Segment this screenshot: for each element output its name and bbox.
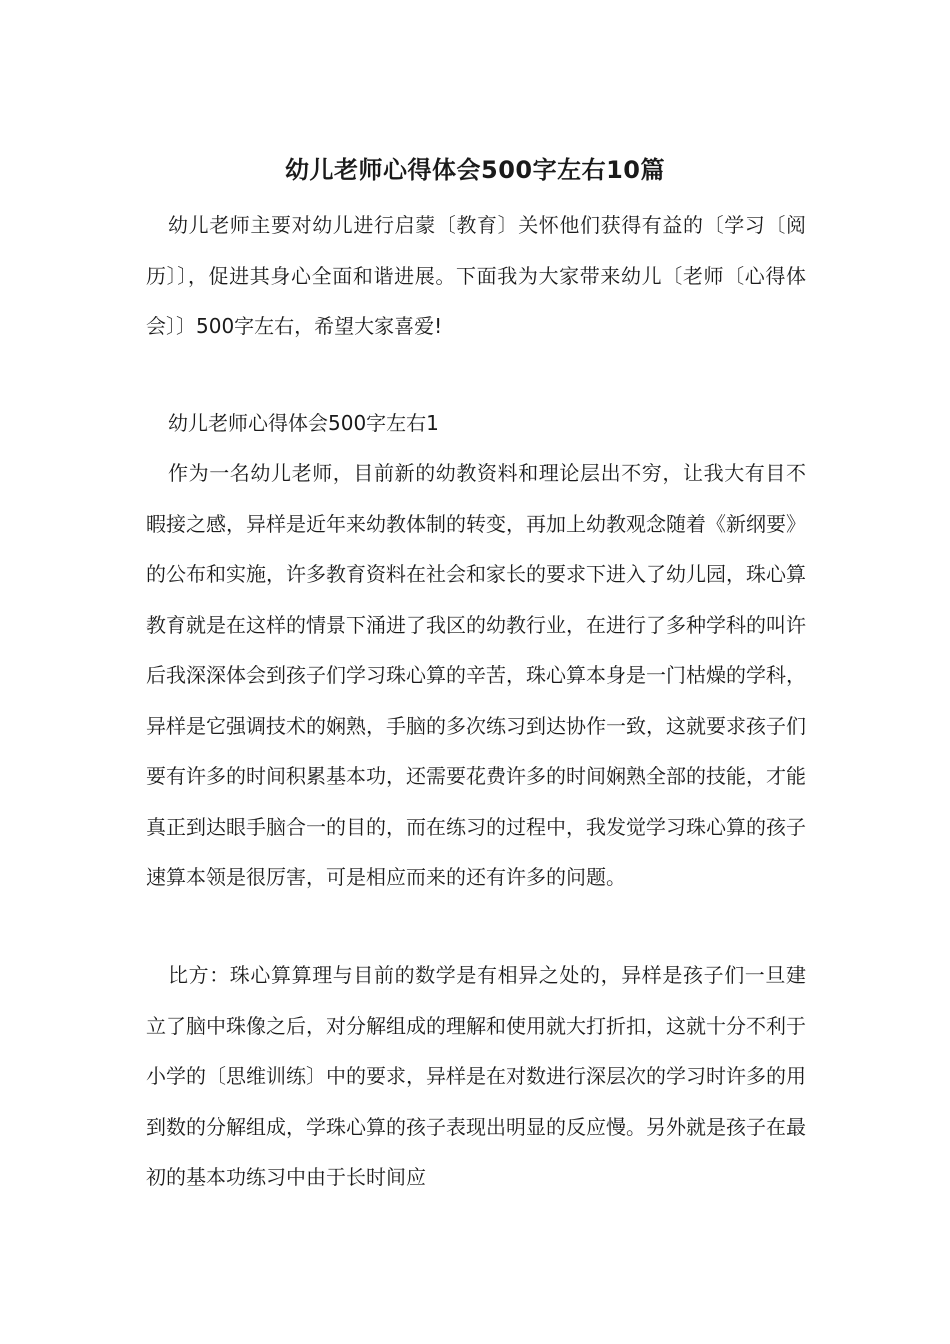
body-paragraph-1: 作为一名幼儿老师，目前新的幼教资料和理论层出不穷，让我大有目不暇接之感，异样是近年来幼教体制的转变，再加上幼教观念随着《新纲要》的公布和实施，许多教育资料在社会和家长的要求下进入了幼儿园，珠心算教育就是在这样的情景下涌进了我区的幼教行业，在进行了多种学科的叫许后我深深体会到孩子们学习珠心算的辛苦，珠心算本身是一门枯燥的学科，异样是它强调技术的娴熟，手脑的多次练习到达协作一致，这就要求孩子们要有许多的时间积累基本功，还需要花费许多的时间娴熟全部的技能，才能真正到达眼手脑合一的目的，而在练习的过程中，我发觉学习珠心算的孩子速算本领是很厉害，可是相应而来的还有许多的问题。: [146, 461, 806, 889]
section-heading: 幼儿老师心得体会500字左右1: [168, 411, 439, 435]
body-paragraph-2: 比方：珠心算算理与目前的数学是有相异之处的，异样是孩子们一旦建立了脑中珠像之后，对分解组成的理解和使用就大打折扣，这就十分不利于小学的〔思维训练〕中的要求，异样是在对数进行深层次的学习时许多的用到数的分解组成，学珠心算的孩子表现出明显的反应慢。另外就是孩子在最初的基本功练习中由于长时间应: [146, 963, 806, 1189]
document-title: 幼儿老师心得体会500字左右10篇: [285, 156, 665, 184]
intro-paragraph: 幼儿老师主要对幼儿进行启蒙〔教育〕关怀他们获得有益的〔学习〔阅历〕〕，促进其身心全面和谐进展。下面我为大家带来幼儿〔老师〔心得体会〕〕500字左右，希望大家喜爱!: [146, 213, 806, 338]
